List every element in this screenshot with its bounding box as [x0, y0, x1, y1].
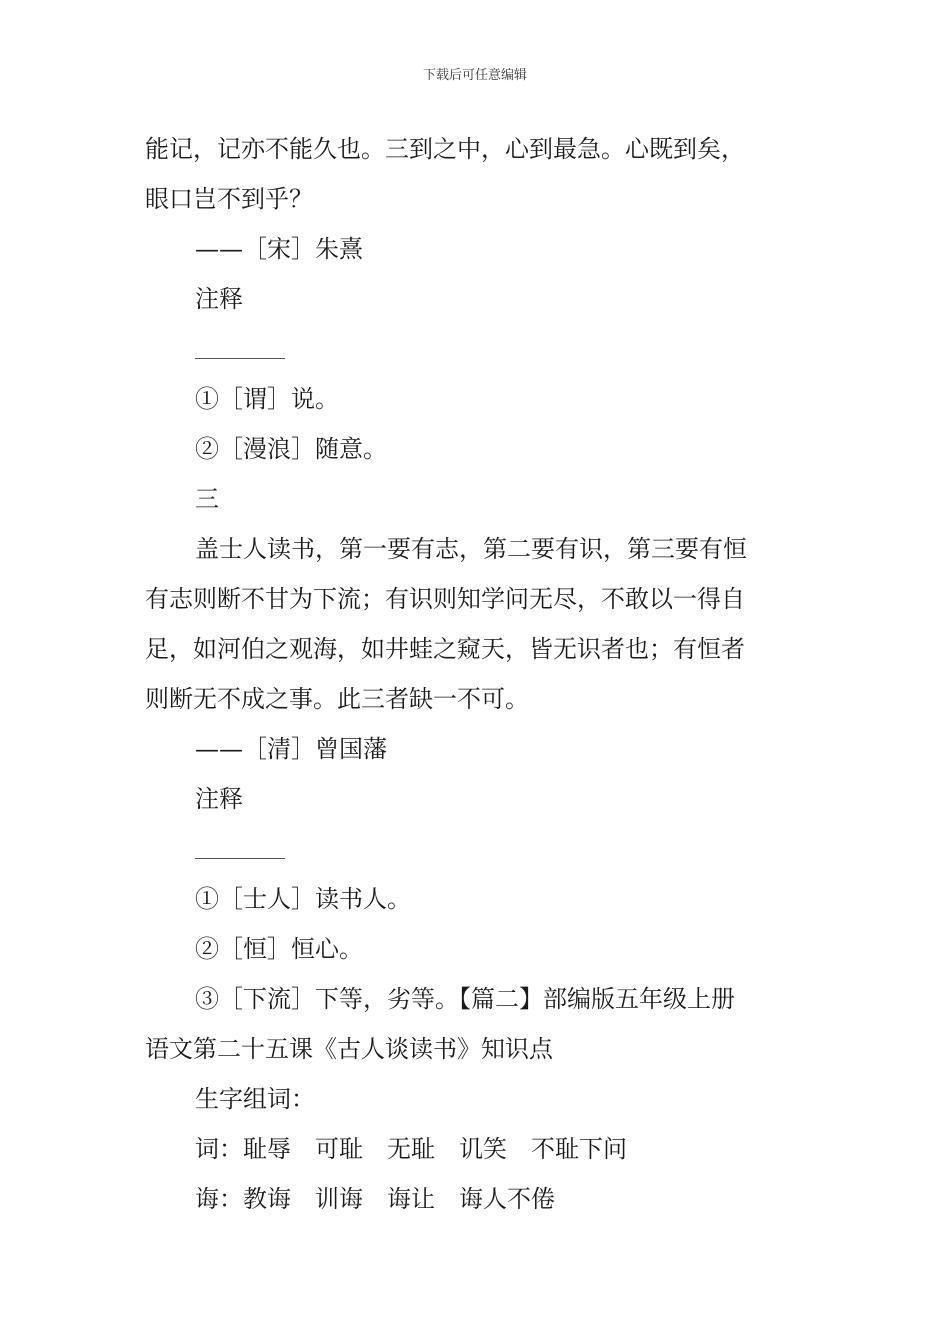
footnote-divider	[145, 824, 810, 874]
text-line: ①［谓］说。	[195, 385, 339, 413]
text-line: 词：耻辱 可耻 无耻 讥笑 不耻下问	[195, 1135, 627, 1163]
page-header: 下载后可任意编辑	[422, 68, 527, 83]
text-line: ②［漫浪］随意。	[195, 435, 387, 463]
text-line: 有志则断不甘为下流；有识则知学问无尽，不敢以一得自	[145, 585, 745, 613]
text-line: 注释	[195, 285, 243, 313]
footnote-divider	[145, 324, 810, 374]
divider-line	[195, 858, 285, 859]
text-line: ——［清］曾国藩	[195, 735, 387, 763]
text-line: 语文第二十五课《古人谈读书》知识点	[145, 1035, 553, 1063]
text-line: ①［士人］读书人。	[195, 885, 411, 913]
text-line: ③［下流］下等，劣等。【篇二】部编版五年级上册	[195, 985, 735, 1013]
document-body	[145, 124, 810, 1224]
text-line: 眼口岂不到乎？	[145, 185, 313, 213]
text-line: 足，如河伯之观海，如井蛙之窥天，皆无识者也；有恒者	[145, 635, 745, 663]
text-line: ②［恒］恒心。	[195, 935, 363, 963]
text-line: 三	[195, 485, 219, 513]
text-line: 盖士人读书，第一要有志，第二要有识，第三要有恒	[195, 535, 747, 563]
text-line: 生字组词：	[195, 1085, 315, 1113]
text-line: 诲：教诲 训诲 诲让 诲人不倦	[195, 1185, 555, 1213]
text-line: 能记，记亦不能久也。三到之中，心到最急。心既到矣，	[145, 135, 745, 163]
text-line: ——［宋］朱熹	[195, 235, 363, 263]
text-line: 则断无不成之事。此三者缺一不可。	[145, 685, 529, 713]
divider-line	[195, 358, 285, 359]
text-line: 注释	[195, 785, 243, 813]
